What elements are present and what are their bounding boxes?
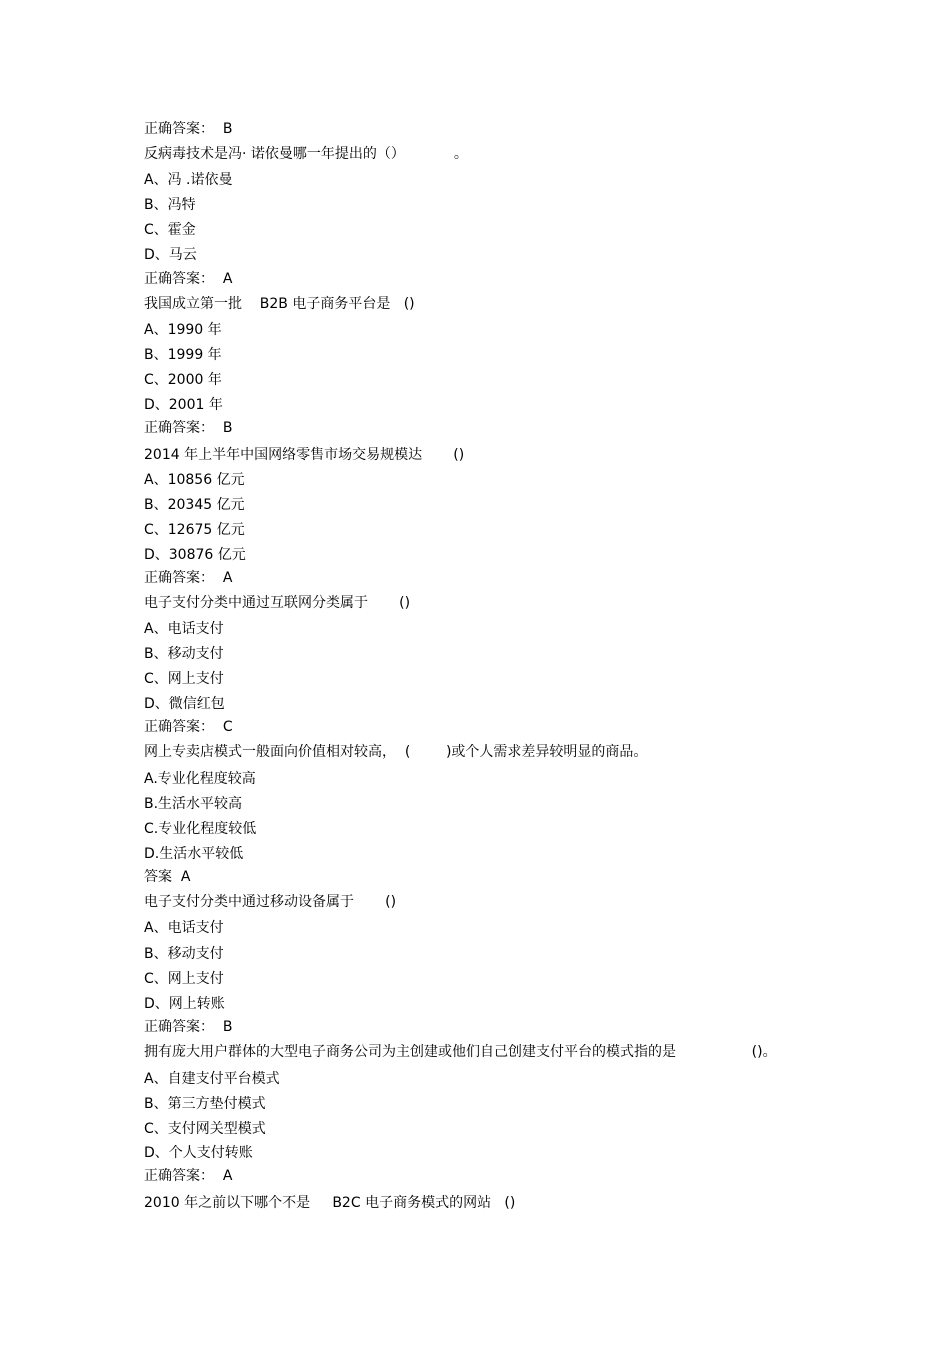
option-line: D、网上转账 xyxy=(144,996,225,1012)
answer-line: 正确答案： B xyxy=(144,1019,233,1035)
option-line: C、网上支付 xyxy=(144,971,224,987)
option-line: B、20345 亿元 xyxy=(144,497,245,513)
option-line: C、霍金 xyxy=(144,222,196,238)
option-line: C、2000 年 xyxy=(144,372,222,388)
question-line: 电子支付分类中通过互联网分类属于 () xyxy=(144,595,411,611)
option-line: A、自建支付平台模式 xyxy=(144,1071,280,1087)
answer-line: 正确答案： A xyxy=(144,1168,233,1184)
option-line: D.生活水平较低 xyxy=(144,846,244,862)
option-line: A、10856 亿元 xyxy=(144,472,245,488)
option-line: B、1999 年 xyxy=(144,347,222,363)
option-line: C、支付网关型模式 xyxy=(144,1121,266,1137)
option-line: B.生活水平较高 xyxy=(144,796,243,812)
option-line: D、微信红包 xyxy=(144,696,225,712)
option-line: D、个人支付转账 xyxy=(144,1145,253,1161)
option-line: A、电话支付 xyxy=(144,920,224,936)
answer-line: 正确答案： B xyxy=(144,420,233,436)
answer-line: 正确答案： A xyxy=(144,271,233,287)
option-line: C、网上支付 xyxy=(144,671,224,687)
option-line: A、电话支付 xyxy=(144,621,224,637)
answer-line: 正确答案： C xyxy=(144,719,233,735)
question-line: 网上专卖店模式一般面向价值相对较高， ( )或个人需求差异较明显的商品。 xyxy=(144,744,648,760)
option-line: D、2001 年 xyxy=(144,397,223,413)
answer-line: 答案 A xyxy=(144,869,191,885)
question-line: 2010 年之前以下哪个不是 B2C 电子商务模式的网站 () xyxy=(144,1195,516,1211)
option-line: B、第三方垫付模式 xyxy=(144,1096,266,1112)
question-line: 电子支付分类中通过移动设备属于 () xyxy=(144,894,397,910)
answer-line: 正确答案： A xyxy=(144,570,233,586)
option-line: A、冯 .诺依曼 xyxy=(144,172,233,188)
option-line: A.专业化程度较高 xyxy=(144,771,256,787)
option-line: B、移动支付 xyxy=(144,646,224,662)
option-line: B、冯特 xyxy=(144,197,196,213)
question-line: 拥有庞大用户群体的大型电子商务公司为主创建或他们自己创建支付平台的模式指的是 ()。 xyxy=(144,1044,777,1060)
option-line: B、移动支付 xyxy=(144,946,224,962)
question-line: 2014 年上半年中国网络零售市场交易规模达 () xyxy=(144,447,465,463)
option-line: D、30876 亿元 xyxy=(144,547,246,563)
option-line: D、马云 xyxy=(144,247,197,263)
option-line: A、1990 年 xyxy=(144,322,222,338)
question-line: 反病毒技术是冯· 诺依曼哪一年提出的（） 。 xyxy=(144,146,468,162)
answer-line: 正确答案： B xyxy=(144,121,233,137)
option-line: C、12675 亿元 xyxy=(144,522,245,538)
option-line: C.专业化程度较低 xyxy=(144,821,257,837)
question-line: 我国成立第一批 B2B 电子商务平台是 () xyxy=(144,296,415,312)
